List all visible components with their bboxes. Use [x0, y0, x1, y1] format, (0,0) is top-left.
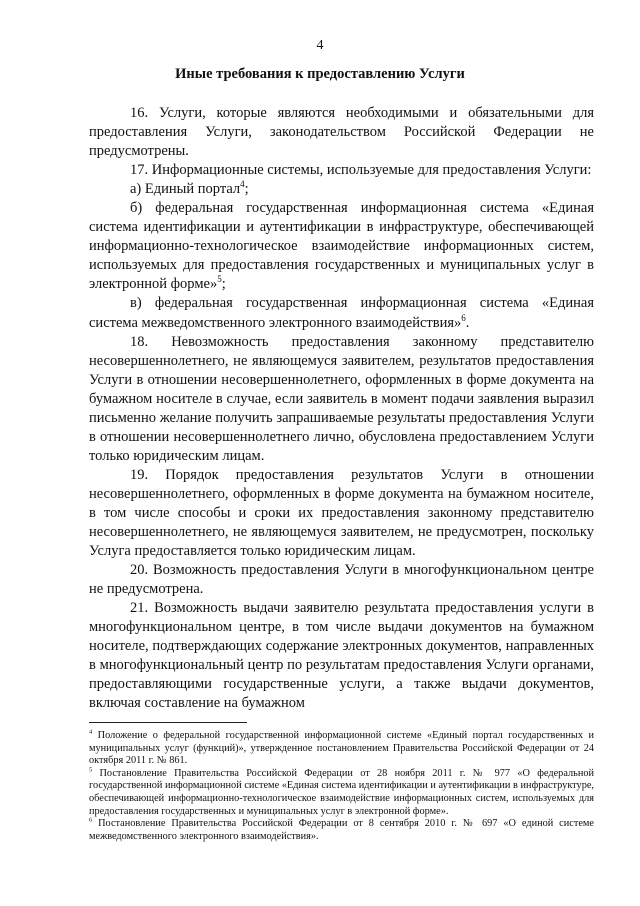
item-b-tail: ;	[221, 276, 226, 293]
footnote-6-num: 6	[89, 816, 93, 824]
item-c-text: в) федеральная государственная информационная система «Единая система межведомственного электронного взаимодействия»	[89, 295, 594, 331]
footnote-4-text: Положение о федеральной государственной информационной системе «Единый портал государственных и муниципальных услуг (функций)», утвержденное постановлением Правительства Российской Федерации от 24 октября 2011 г. № 861.	[89, 730, 594, 767]
document-body	[89, 104, 594, 714]
footnote-ref-5: 5	[217, 274, 222, 285]
footnote-divider	[89, 722, 247, 723]
item-c-tail: .	[465, 314, 470, 331]
paragraph-19: 19. Порядок предоставления результатов Услуги в отношении несовершеннолетнего, оформленных в форме документа на бумажном носителе, в том числе способы и сроки их предоставления законному представителю несовершеннолетнего, не являющемуся заявителем, не предусмотрен, поскольку Услуга предоставляется только юридическим лицам.	[89, 466, 594, 560]
paragraph-21: 21. Возможность выдачи заявителю результата предоставления услуги в многофункциональном центре, в том числе выдачи документов на бумажном носителе, подтверждающих содержание электронных документов, направленных в многофункциональный центр по результатам предоставления Услуги органами, предоставляющими государственные услуги, а также выдачи документов, включая составление на бумажном	[89, 600, 594, 712]
footnote-4-num: 4	[89, 728, 93, 736]
footnote-ref-4: 4	[240, 179, 245, 190]
section-heading: Иные требования к предоставлению Услуги	[175, 66, 465, 82]
paragraph-18: 18. Невозможность предоставления законному представителю несовершеннолетнего, не являющемуся заявителем, результатов предоставления Услуги в отношении несовершеннолетнего, оформленных в форме документа на бумажном носителе в случае, если заявитель в момент подачи заявления выразил письменно желание получить запрашиваемые результаты предоставления Услуги в отношении несовершеннолетнего лично, обусловлена предоставлением Услуги только юридическим лицам.	[89, 333, 594, 464]
item-b	[89, 199, 594, 294]
footnote-6	[89, 818, 594, 843]
footnotes	[89, 730, 594, 843]
item-a-tail: ;	[244, 181, 249, 198]
page-number: 4	[316, 38, 324, 53]
footnote-ref-6: 6	[461, 312, 466, 323]
item-b-text: б) федеральная государственная информационная система «Единая система идентификации и аутентификации в инфраструктуре, обеспечивающей информационно-технологическое взаимодействие информационных систем, используемых для предоставления государственных и муниципальных услуг в электронной форме»	[89, 200, 594, 293]
paragraph-16: 16. Услуги, которые являются необходимыми и обязательными для предоставления Услуги, законодательством Российской Федерации не предусмотрены.	[89, 105, 594, 160]
footnote-4	[89, 730, 594, 768]
footnote-5-num: 5	[89, 766, 93, 774]
footnote-6-text: Постановление Правительства Российской Федерации от 8 сентября 2010 г. № 697 «О единой системе межведомственного электронного взаимодействия».	[89, 818, 594, 842]
item-a-text: а) Единый портал	[130, 181, 241, 198]
item-a	[89, 180, 594, 199]
footnote-5-text: Постановление Правительства Российской Федерации от 28 ноября 2011 г. № 977 «О федеральной государственной информационной системе «Единая система идентификации и аутентификации в инфраструктуре, обеспечивающей информационно-технологическое взаимодействие информационных систем, используемых для предоставления государственных и муниципальных услуг в электронной форме».	[89, 767, 594, 817]
footnote-5	[89, 768, 594, 818]
paragraph-20: 20. Возможность предоставления Услуги в многофункциональном центре не предусмотрена.	[89, 562, 594, 598]
item-c	[89, 294, 594, 332]
paragraph-17: 17. Информационные системы, используемые для предоставления Услуги:	[130, 162, 592, 179]
